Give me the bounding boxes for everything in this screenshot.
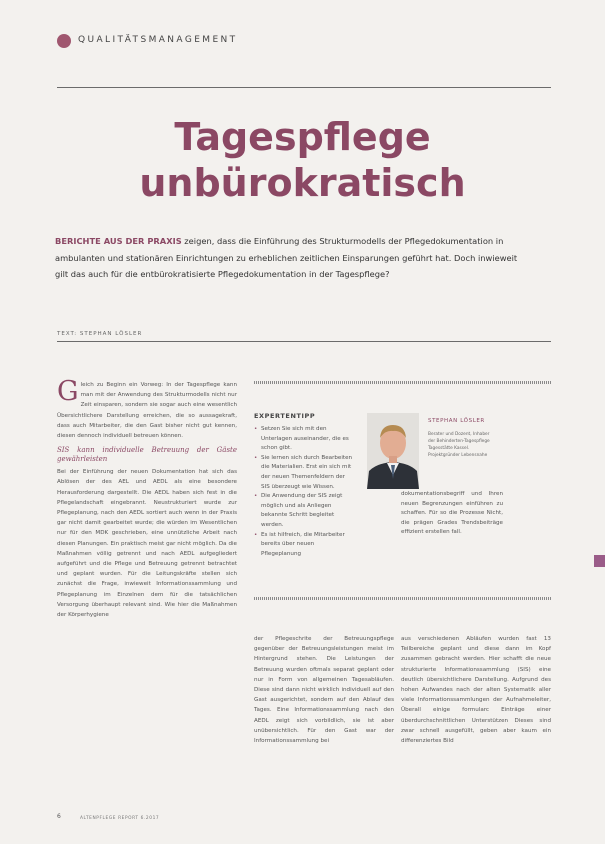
header-rule xyxy=(57,87,551,88)
magazine-footer: ALTENPFLEGE REPORT 6.2017 xyxy=(80,816,160,821)
author-photo xyxy=(367,413,419,489)
author-portrait-image xyxy=(367,413,419,489)
expert-tip-item: • Setzen Sie sich mit den Unterlagen auseinander, die es schon gibt. xyxy=(254,425,354,454)
page-number: 6 xyxy=(57,813,61,820)
column-1 xyxy=(57,376,237,620)
byline-rule xyxy=(57,341,551,342)
author-name: STEPHAN LÖSLER xyxy=(428,418,485,424)
expert-tip-item: • Die Anwendung der SIS zeigt möglich und als Anliegen bekannte Schritt begleitet werden. xyxy=(254,492,354,530)
column-1-text: Bei der Einführung der neuen Dokumentation hat sich das Ablösen der des AEL und AEDL als eine besondere Herausforderung dargestellt. Die AEDL haben sich fest in die Pflegelandschaft eingebrannt. Neustrukturiert wurde zur Pflegeplanung, nach den AEDL sortiert auch wenn in der Praxis gar nicht damit gearbeitet wurde; die würden im Wesentlichen nur für den MDK geschrieben, eine unnützliche Arbeit nach diesen Planungen. Ein praktisch meist gar nicht möglich. Da die Maßnahmen völlig getrennt und nach AEDL aufgegliedert aufgeführt und die Pflege und Betreuung getrennt betrachtet und geplant wurden. Für die Leitungskräfte stellen sich zunächst die Frage, inwieweit Informationssammlung und Pflegeplanung im Einzelnen dem für die tatsächlichen Versorgung überhaupt relevant sind. Wie hier die Maßnahmen der Körperhygiene xyxy=(57,469,237,619)
expert-tip-continuation: dokumentationsbegriff und Ihren neuen Begrenzungen einführen zu schaffen. Für so die Prozesse Nicht, die prägen Grades Trendsbeiträge effizient erstellen fall. xyxy=(401,491,503,536)
expert-tip-item: • Sie lernen sich durch Bearbeiten die Materialien. Erst ein sich mit der neuen Themenfeldern der SIS überzeugt wie Wissen. xyxy=(254,454,354,492)
lead-text: zeigen, dass die Einführung des Strukturmodells der Pflegedokumentation in ambulanten und stationären Einrichtungen zu erheblichen zeitlichen Einsparungen geführt hat. Doch inwieweit gilt das auch für die entbürokratisierte Pflegedokumentation in der Tagespflege? xyxy=(55,236,518,279)
expert-tip-list xyxy=(254,425,354,559)
tip-box-top-rule xyxy=(254,381,551,384)
section-marker-dot xyxy=(57,34,71,48)
title-line-2: unbürokratisch xyxy=(139,161,466,205)
lead-paragraph xyxy=(55,233,530,283)
author-bio: Berater und Dozent, Inhaber der Behinderten-Tagespflege Tagesstätte Kassel. Projektgründer Lebensnahe xyxy=(428,432,490,458)
column-2: der Pflegeschrite der Betreuungspflege gegenüber der Betreuungsleistungen meist im Hintergrund stehen. Die Leistungen der Betreuung wurden oftmals separat geplant oder nur in Form von allgemeinen Tagesabläufen. Diese sind dann nicht wirklich individuell auf den Gast ausgerichtet, sondern auf den Ablauf des Tages. Eine Informationssammlung nach den AEDL zeigt sich vorbildlich, sie ist aber unübersichtlich. Für den Gast war der Informationssammlung bei xyxy=(254,636,394,745)
title-line-1: Tagespflege xyxy=(174,115,431,159)
tip-box-bottom-rule xyxy=(254,597,551,600)
expert-tip-heading: EXPERTENTIPP xyxy=(254,412,316,420)
column-1-intro: leich zu Beginn ein Vorweg: In der Tagespflege kann man mit der Anwendung des Strukturmodells nicht nur Zeit einsparen, sondern sie sogar auch eine wesentlich Übersichtlichere Darstellung erreichen, die so aussagekraft, dass auch Mitarbeiter, die den Gast bisher nicht gut kennen, diesen dennoch individuell betreuen können. xyxy=(57,382,237,440)
byline: TEXT: STEPHAN LÖSLER xyxy=(57,331,143,337)
column-3: aus verschiedenen Abläufen wurden fast 13 Teilbereiche geplant und diese dann im Kopf zusammen gebracht werden. Hier schafft die neue strukturierte Informationssammlung (SIS) eine deutlich übersichtlichere Darstellung. Aufgrund des hohen Aufwandes nach der alten Systematik aller viele Informationssammlungen der Aufnahmeleiter, Überall einige formularc Einträge einer überdurchschnittlichen Unterstützen Dieses sind zwar schnell ausgefüllt, geben aber kaum ein differenziertes Bild xyxy=(401,636,551,745)
page-edge-tab xyxy=(594,555,605,567)
expert-tip-item: • Es ist hilfreich, die Mitarbeiter bereits über neuen Pflegeplanung xyxy=(254,531,354,560)
lead-label: BERICHTE AUS DER PRAXIS xyxy=(55,236,182,246)
drop-cap: G xyxy=(57,376,79,407)
column-1-subheading: SIS kann individuelle Betreuung der Gäste gewährleisten xyxy=(57,446,237,464)
section-label: QUALITÄTSMANAGEMENT xyxy=(78,35,238,45)
article-title xyxy=(0,114,605,206)
